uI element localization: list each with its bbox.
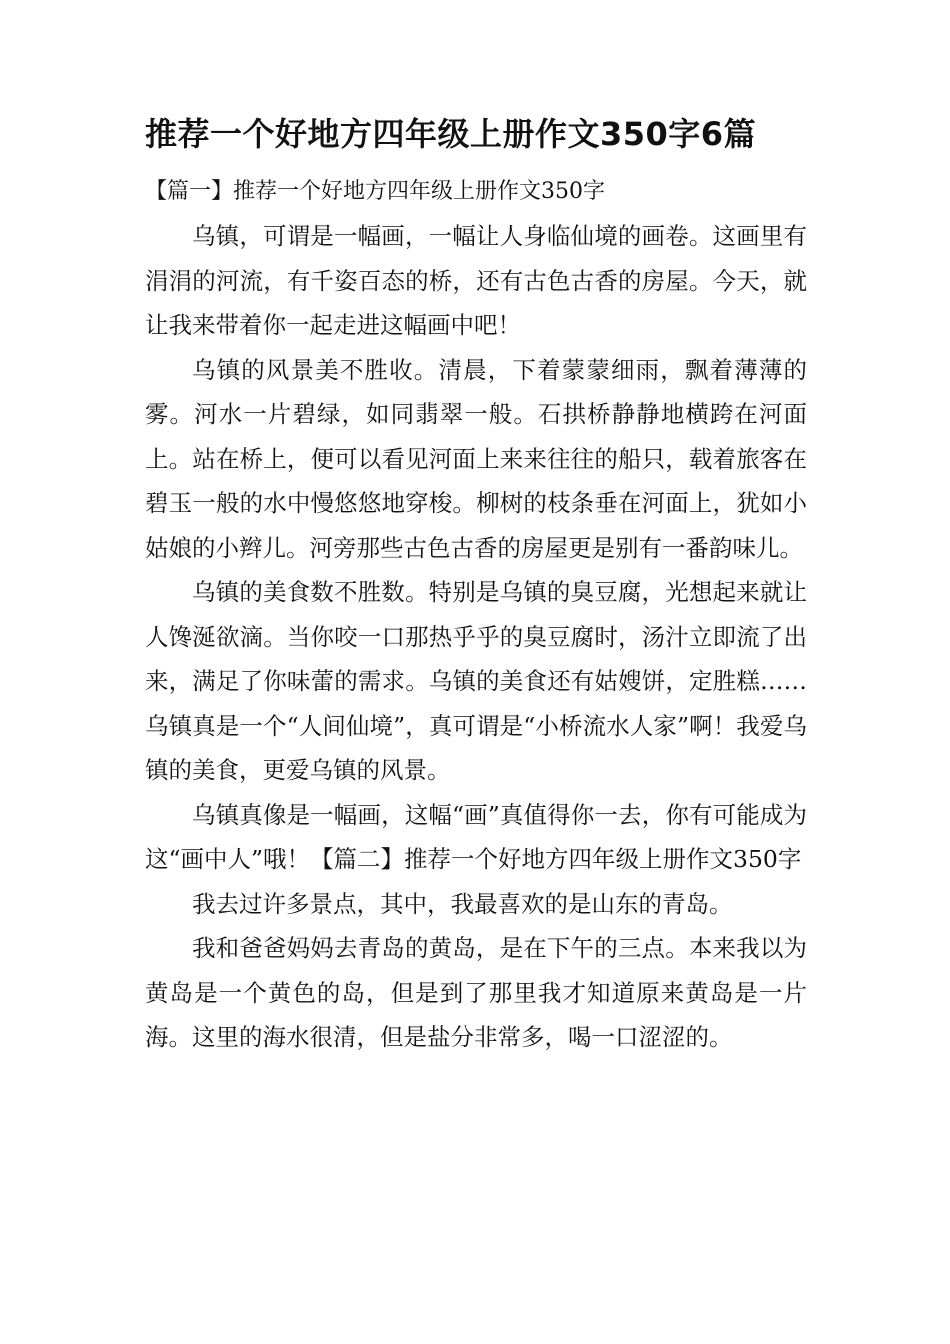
document-body [145, 112, 807, 1060]
paragraph-2: 乌镇的风景美不胜收。清晨，下着蒙蒙细雨，飘着薄薄的雾。河水一片碧绿，如同翡翠一般。石拱桥静静地横跨在河面上。站在桥上，便可以看见河面上来来往往的船只，载着旅客在碧玉一般的水中慢悠悠地穿梭。柳树的枝条垂在河面上，犹如小姑娘的小辫儿。河旁那些古色古香的房屋更是别有一番韵味儿。 [145, 355, 807, 562]
section-heading-1: 【篇一】推荐一个好地方四年级上册作文350字 [145, 179, 605, 204]
paragraph-3: 乌镇的美食数不胜数。特别是乌镇的臭豆腐，光想起来就让人馋涎欲滴。当你咬一口那热乎乎的臭豆腐时，汤汁立即流了出来，满足了你味蕾的需求。乌镇的美食还有姑嫂饼，定胜糕……乌镇真是一个“人间仙境”，真可谓是“小桥流水人家”啊！我爱乌镇的美食，更爱乌镇的风景。 [145, 578, 807, 784]
paragraph-1: 乌镇，可谓是一幅画，一幅让人身临仙境的画卷。这画里有涓涓的河流，有千姿百态的桥，还有古色古香的房屋。今天，就让我来带着你一起走进这幅画中吧！ [145, 222, 807, 339]
paragraph-5: 我去过许多景点，其中，我最喜欢的是山东的青岛。 [192, 889, 733, 918]
paragraph-6: 我和爸爸妈妈去青岛的黄岛，是在下午的三点。本来我以为黄岛是一个黄色的岛，但是到了那里我才知道原来黄岛是一片海。这里的海水很清，但是盐分非常多，喝一口涩涩的。 [145, 934, 807, 1051]
paragraph-4: 乌镇真像是一幅画，这幅“画”真值得你一去，你有可能成为这“画中人”哦！【篇二】推荐一个好地方四年级上册作文350字 [145, 800, 807, 873]
document-title: 推荐一个好地方四年级上册作文350字6篇 [145, 115, 757, 153]
